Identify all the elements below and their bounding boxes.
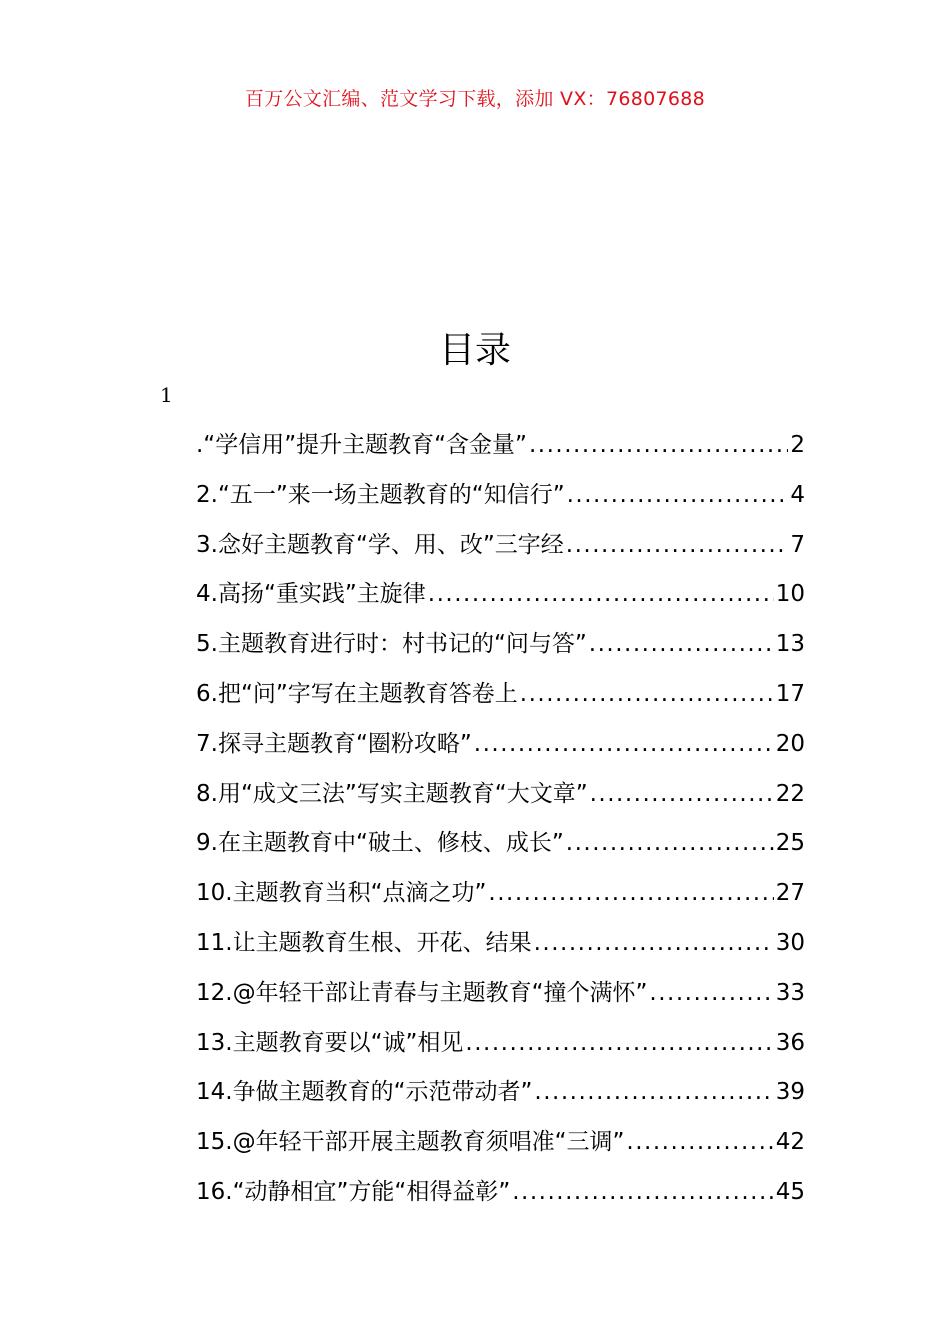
toc-entry-title: 8.用“成文三法”写实主题教育“大文章” <box>196 780 588 807</box>
toc-entry-title: 16.“动静相宜”方能“相得益彰” <box>196 1178 511 1205</box>
toc-entry[interactable] <box>196 670 805 720</box>
page-marker: 1 <box>160 383 173 407</box>
toc-entry-page: 42 <box>775 1129 805 1156</box>
toc-entry-page: 13 <box>775 631 805 658</box>
toc-entry-page: 4 <box>790 481 805 508</box>
toc-entry[interactable] <box>196 1019 805 1069</box>
toc-entry[interactable] <box>196 770 805 820</box>
toc-entry-title: 12.@年轻干部让青春与主题教育“撞个满怀” <box>196 979 648 1006</box>
toc-entry[interactable] <box>196 1068 805 1118</box>
toc-entry-page: 10 <box>775 581 805 608</box>
toc-entry-title: 4.高扬“重实践”主旋律 <box>196 581 426 608</box>
toc-dot-leader <box>566 521 789 571</box>
toc-entry-title: 10.主题教育当积“点滴之功” <box>196 880 487 907</box>
toc-entry-page: 2 <box>790 432 805 458</box>
toc-entry[interactable] <box>196 869 805 919</box>
toc-entry-page: 39 <box>775 1079 805 1106</box>
toc-entry[interactable] <box>196 919 805 969</box>
toc-entry-title: 14.争做主题教育的“示范带动者” <box>196 1079 533 1106</box>
toc-entry-page: 17 <box>775 680 805 707</box>
toc-entry-title: 11.让主题教育生根、开花、结果 <box>196 929 532 956</box>
toc-entry-page: 27 <box>775 880 805 907</box>
toc-dot-leader <box>534 1068 773 1118</box>
toc-dot-leader <box>567 471 789 521</box>
toc-dot-leader <box>520 670 774 720</box>
toc-entry-title: 7.探寻主题教育“圈粉攻略” <box>196 730 472 757</box>
toc-entry-page: 22 <box>775 780 805 807</box>
toc-dot-leader <box>465 1019 773 1069</box>
toc-dot-leader <box>512 1168 773 1218</box>
toc-dot-leader <box>626 1118 773 1168</box>
toc-dot-leader <box>589 620 774 670</box>
toc-entry-title: .“学信用”提升主题教育“含金量” <box>196 432 527 458</box>
toc-entry-page: 20 <box>775 730 805 757</box>
toc-entry-page: 30 <box>775 929 805 956</box>
toc-title: 目录 <box>438 330 511 371</box>
toc-entry-page: 33 <box>775 979 805 1006</box>
toc-entry-page: 36 <box>775 1029 805 1056</box>
toc-entry[interactable] <box>196 620 805 670</box>
toc-entry-title: 15.@年轻干部开展主题教育须唱准“三调” <box>196 1129 625 1156</box>
toc-dot-leader <box>428 570 774 620</box>
toc-entry[interactable] <box>196 1168 805 1218</box>
toc-entry[interactable] <box>196 720 805 770</box>
toc-entry-page: 25 <box>775 830 805 857</box>
toc-entry-title: 9.在主题教育中“破土、修枝、成长” <box>196 830 564 857</box>
toc-entry-title: 13.主题教育要以“诚”相见 <box>196 1029 464 1056</box>
toc-entry[interactable] <box>196 969 805 1019</box>
toc-entry[interactable] <box>196 570 805 620</box>
toc-dot-leader <box>534 919 774 969</box>
toc-entry[interactable] <box>196 421 805 471</box>
toc-entry[interactable] <box>196 1118 805 1168</box>
toc-list <box>196 421 805 1218</box>
toc-dot-leader <box>529 421 788 471</box>
toc-entry-title: 6.把“问”字写在主题教育答卷上 <box>196 680 518 707</box>
toc-entry-title: 5.主题教育进行时：村书记的“问与答” <box>196 631 587 658</box>
toc-entry-title: 2.“五一”来一场主题教育的“知信行” <box>196 481 565 508</box>
toc-entry-title: 3.念好主题教育“学、用、改”三字经 <box>196 531 564 558</box>
toc-entry-page: 45 <box>775 1178 805 1205</box>
toc-dot-leader <box>488 869 773 919</box>
toc-dot-leader <box>649 969 773 1019</box>
toc-dot-leader <box>590 770 774 820</box>
toc-entry[interactable] <box>196 819 805 869</box>
header-watermark-note: 百万公文汇编、范文学习下载，添加 VX：76807688 <box>244 88 706 110</box>
toc-entry[interactable] <box>196 471 805 521</box>
toc-dot-leader <box>474 720 774 770</box>
toc-entry-page: 7 <box>790 531 805 558</box>
toc-entry[interactable] <box>196 521 805 571</box>
toc-dot-leader <box>566 819 774 869</box>
